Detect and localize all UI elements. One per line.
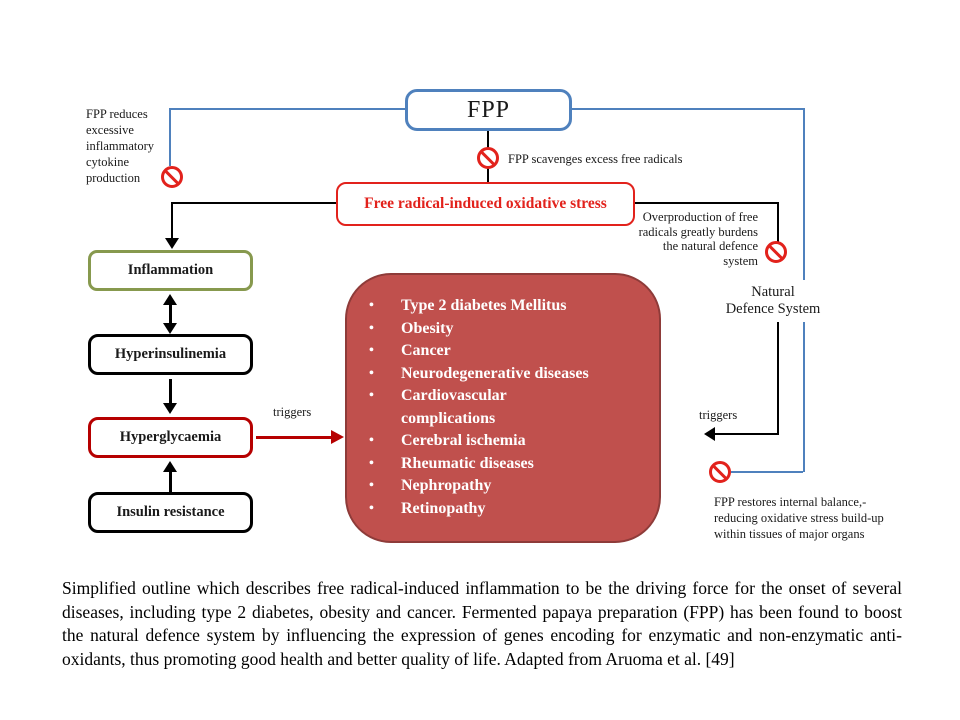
oxidative-right-vertical xyxy=(777,202,779,242)
disease-label: Nephropathy xyxy=(401,477,492,494)
disease-item xyxy=(369,453,649,476)
no-symbol-icon xyxy=(709,461,731,483)
arrowhead-down-icon xyxy=(165,238,179,249)
hyperinsulinemia-box xyxy=(88,334,253,375)
insulin-resistance-label: Insulin resistance xyxy=(116,504,225,520)
bullet-icon: • xyxy=(369,365,374,381)
fpp-box xyxy=(405,89,572,131)
hyperinsulinemia-label: Hyperinsulinemia xyxy=(114,346,227,362)
arrowhead-left-icon xyxy=(704,427,715,441)
insulin-resistance-box xyxy=(88,492,253,533)
bullet-icon: • xyxy=(369,433,374,448)
hyperinsulinemia-hyperglycaemia-line xyxy=(169,379,172,405)
no-symbol-icon xyxy=(161,166,183,188)
disease-item xyxy=(369,385,649,430)
disease-label: Retinopathy xyxy=(401,499,486,517)
arrowhead-up-icon xyxy=(163,461,177,472)
bullet-icon: • xyxy=(369,455,374,471)
arrowhead-up-icon xyxy=(163,294,177,305)
arrowhead-down-icon xyxy=(163,323,177,334)
disease-item xyxy=(369,318,649,341)
disease-label: Neurodegenerative diseases xyxy=(401,364,589,382)
fpp-box-label: FPP xyxy=(466,96,511,123)
blue-connector-right-horizontal xyxy=(572,108,804,110)
disease-label: Type 2 diabetes Mellitus xyxy=(401,297,567,314)
hyperglycaemia-box xyxy=(88,417,253,458)
no-symbol-icon xyxy=(477,147,499,169)
bullet-icon: • xyxy=(369,320,374,336)
no-symbol-icon xyxy=(765,241,787,263)
disease-label: Cardiovascular complications xyxy=(401,387,507,427)
disease-item xyxy=(369,498,649,521)
arrowhead-down-icon xyxy=(163,403,177,414)
disease-item xyxy=(369,430,649,453)
diseases-panel xyxy=(345,273,661,543)
restores-note: FPP restores internal balance,- reducing oxidative stress build-up within tissues of major organs xyxy=(714,495,884,541)
blue-connector-bottom-horizontal xyxy=(731,471,803,473)
disease-item xyxy=(369,475,649,498)
disease-item xyxy=(369,340,649,363)
insulin-hyperglycaemia-line xyxy=(169,470,172,492)
oxidative-left-vertical xyxy=(171,202,173,239)
bullet-icon: • xyxy=(369,388,374,403)
overproduction-note: Overproduction of free radicals greatly burdens the natural defence system xyxy=(638,210,758,268)
scavenges-note: FPP scavenges excess free radicals xyxy=(508,152,683,166)
bullet-icon: • xyxy=(369,478,374,493)
natural-defence-line1: Natural xyxy=(751,284,795,300)
disease-label: Rheumatic diseases xyxy=(401,454,534,472)
inflammation-box xyxy=(88,250,253,291)
disease-label: Obesity xyxy=(401,319,454,337)
defence-triggers-horizontal xyxy=(714,433,779,435)
triggers-right-label: triggers xyxy=(699,408,738,422)
bullet-icon: • xyxy=(369,500,374,516)
arrowhead-right-icon xyxy=(331,430,344,444)
blue-connector-left-horizontal xyxy=(170,108,405,110)
oxidative-stress-box xyxy=(336,182,635,226)
disease-label: Cerebral ischemia xyxy=(401,432,526,449)
defence-down-vertical xyxy=(777,322,779,435)
triggers-arrow-line xyxy=(256,436,332,439)
natural-defence-line2: Defence System xyxy=(725,301,821,317)
disease-item xyxy=(369,295,649,318)
oxidative-right-horizontal xyxy=(635,202,779,204)
blue-connector-left-vertical xyxy=(169,108,171,166)
hyperglycaemia-label: Hyperglycaemia xyxy=(119,429,222,445)
left-note: FPP reduces excessive inflammatory cytokine production xyxy=(86,107,155,185)
bullet-icon: • xyxy=(369,298,374,313)
inflammation-label: Inflammation xyxy=(127,262,214,278)
bullet-icon: • xyxy=(369,343,374,358)
disease-item xyxy=(369,363,649,386)
natural-defence-system-label xyxy=(700,280,846,322)
triggers-left-label: triggers xyxy=(273,405,312,419)
figure-caption: Simplified outline which describes free radical-induced inflammation to be the driving force for the onset of several diseases, including type 2 diabetes, obesity and cancer. Fermented papaya preparation (FPP) has been found to boost the natural defence system by influencing the expression of genes encoding for enzymatic and non-enzymatic anti-oxidants, thus promoting good health and better quality of life. Adapted from Aruoma et al. [49] xyxy=(62,578,902,669)
oxidative-stress-label: Free radical-induced oxidative stress xyxy=(364,195,607,212)
oxidative-left-horizontal xyxy=(172,202,336,204)
disease-label: Cancer xyxy=(401,342,451,359)
